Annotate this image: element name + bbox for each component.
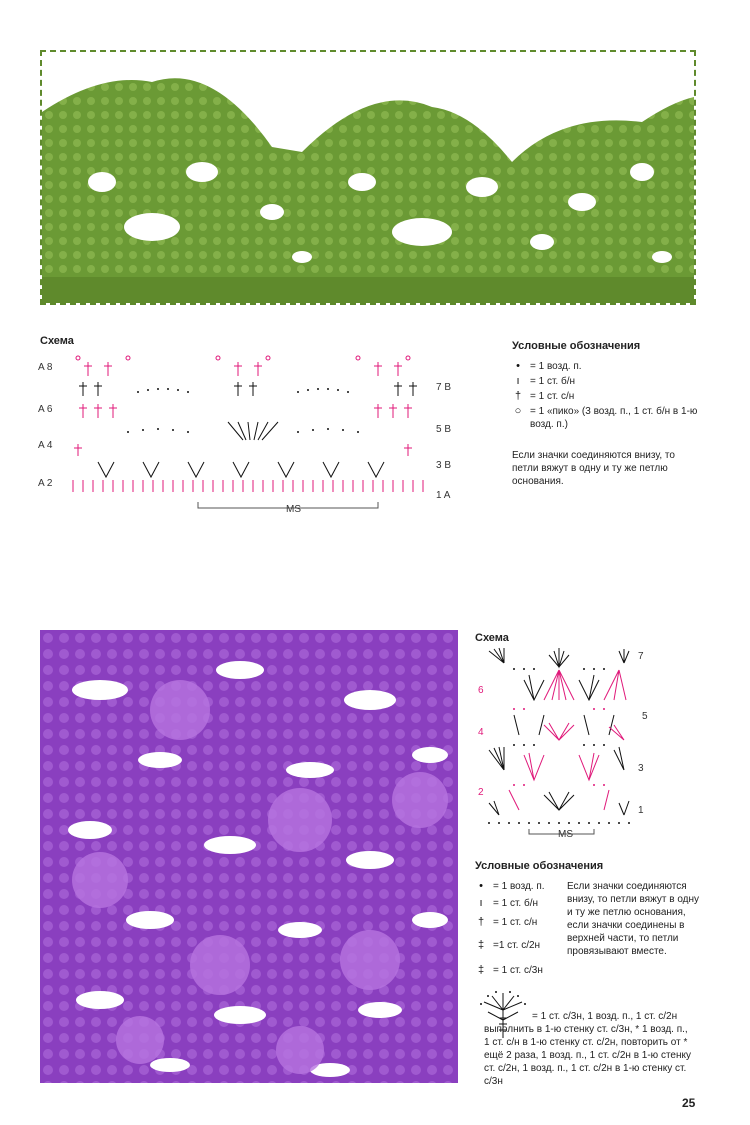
- legend-1: [512, 340, 712, 488]
- legend-item: † = 1 ст. с/н: [512, 390, 712, 403]
- legend-title-1: Условные обозначения: [512, 340, 641, 352]
- note-1: Если значки соединяются внизу, то петли вяжут в одну и ту же петлю основания.: [512, 450, 675, 487]
- ms-label-2: MS: [558, 829, 573, 840]
- schema-title-2: Схема: [475, 632, 509, 644]
- green-lace-photo-frame: [40, 50, 696, 305]
- row-label-3: 3: [638, 763, 644, 774]
- legend-item: • = 1 возд. п.: [512, 360, 712, 373]
- chart-symbols-1: [68, 352, 433, 517]
- row-label-a6: A 6: [38, 404, 53, 415]
- schema-diagram-2: [470, 645, 670, 845]
- ms-label-1: MS: [286, 504, 301, 515]
- row-label-b3: 3 B: [436, 460, 452, 471]
- legend-item: ‡ = 1 ст. с/3н: [475, 964, 565, 977]
- schema-diagram-1: [38, 352, 468, 517]
- legend-item: ı = 1 ст. б/н: [512, 375, 712, 388]
- row-label-a4: A 4: [38, 440, 53, 451]
- row-label-5: 5: [642, 711, 648, 722]
- chart-symbols-2: [484, 645, 634, 835]
- row-label-a1: 1 A: [436, 490, 451, 501]
- row-label-b5: 5 B: [436, 424, 452, 435]
- cross-icon: †: [477, 916, 485, 928]
- fan-stitch-description: = 1 ст. с/3н, 1 возд. п., 1 ст. с/2н выполнить в 1-ю стенку ст. с/3н, * 1 возд. п., 1 ст. с/н в 1-ю стенку ст. с/2н, повторить от * ещё 2 раза, 1 возд. п., 1 ст. с/2н в 1-ю стенку ст. с/2н, 1 возд. п., 1 ст. с/2н в 1-ю стенку ст. с/3н: [484, 1011, 691, 1087]
- row-label-a2: A 2: [38, 478, 53, 489]
- legend-2: [475, 880, 565, 979]
- legend-item: ○ = 1 «пико» (3 возд. п., 1 ст. б/н в 1-ю возд. п.): [512, 405, 712, 431]
- cross-icon: †: [514, 390, 522, 402]
- schema-title-1: Схема: [40, 335, 74, 347]
- legend-item: • = 1 возд. п.: [475, 880, 565, 893]
- legend-item: ı = 1 ст. б/н: [475, 897, 565, 910]
- double-cross-icon: ‡: [477, 939, 485, 951]
- note-2: Если значки соединяются внизу, то петли вяжут в одну и ту же петлю основания, если значки соединены в верхней части, то петли провязывают вместе.: [567, 881, 700, 957]
- purple-lace-photo: [40, 630, 458, 1083]
- purple-lace-photo-frame: [40, 630, 458, 1083]
- legend-title-2: Условные обозначения: [475, 860, 604, 872]
- green-lace-photo: [42, 52, 694, 303]
- row-label-7: 7: [638, 651, 644, 662]
- dot-icon: •: [479, 880, 483, 892]
- triple-cross-icon: ‡: [477, 964, 485, 976]
- row-label-a8: A 8: [38, 362, 53, 373]
- row-label-1: 1: [638, 805, 644, 816]
- row-label-b7: 7 B: [436, 382, 452, 393]
- circle-icon: ○: [514, 405, 522, 417]
- row-label-4: 4: [478, 727, 484, 738]
- legend-item: ‡ =1 ст. с/2н: [475, 939, 565, 952]
- bar-icon: ı: [516, 375, 520, 387]
- row-label-2: 2: [478, 787, 484, 798]
- legend-item: † = 1 ст. с/н: [475, 916, 565, 929]
- page-number: 25: [682, 1096, 696, 1110]
- dot-icon: •: [516, 360, 520, 372]
- bar-icon: ı: [479, 897, 483, 909]
- row-label-6: 6: [478, 685, 484, 696]
